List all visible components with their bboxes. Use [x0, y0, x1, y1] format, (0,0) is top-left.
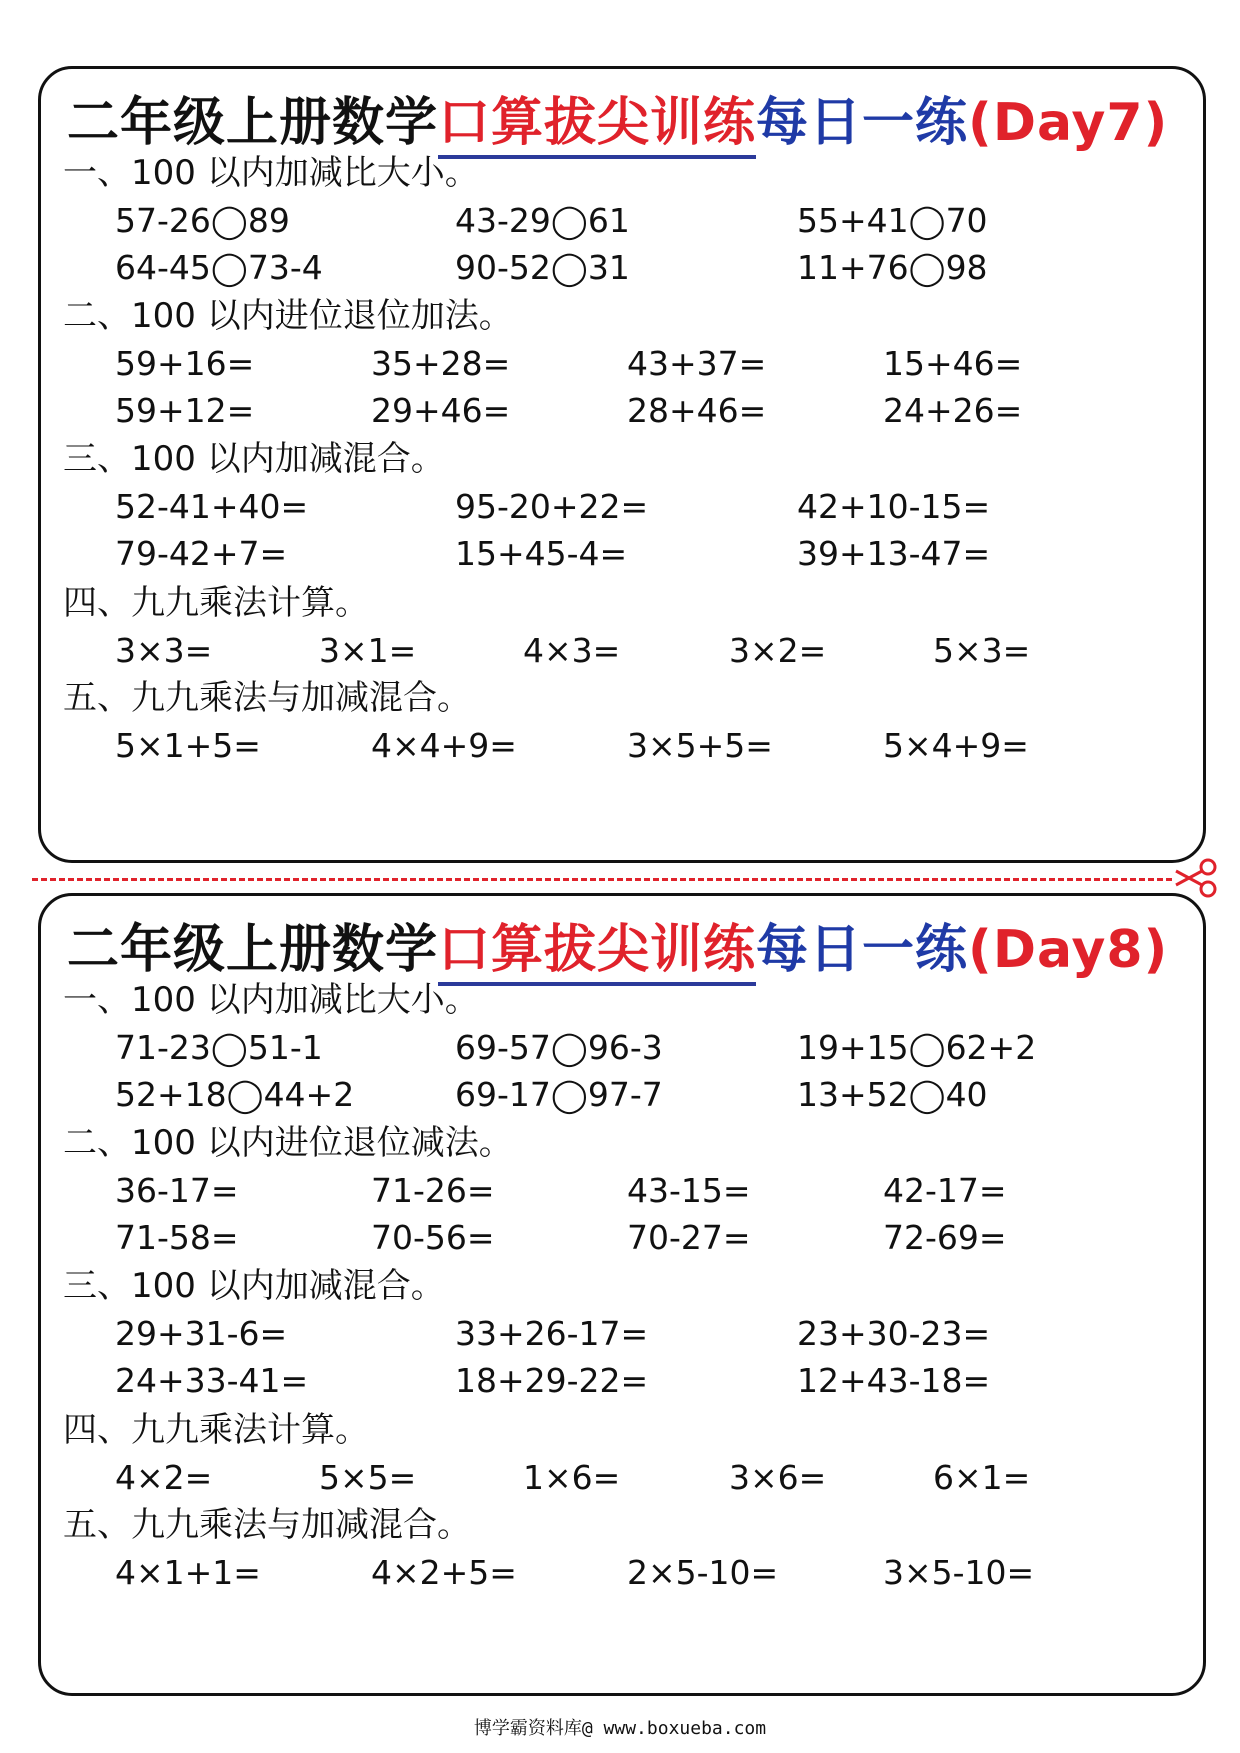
section-heading: 五、九九乘法与加减混合。 — [63, 1505, 471, 1545]
problem: 70-56= — [371, 1218, 495, 1257]
problem: 12+43-18= — [797, 1361, 991, 1400]
problem: 71-26= — [371, 1171, 495, 1210]
problem: 95-20+22= — [455, 487, 649, 526]
problem: 28+46= — [627, 391, 767, 430]
problem-row — [41, 1456, 1203, 1500]
problem: 15+46= — [883, 344, 1023, 383]
problem: 64-45◯73-4 — [115, 248, 323, 287]
problem-row — [41, 1359, 1203, 1403]
problem-row — [41, 724, 1203, 768]
cut-line — [32, 878, 1172, 881]
problem: 29+31-6= — [115, 1314, 288, 1353]
problem: 15+45-4= — [455, 534, 628, 573]
problem: 29+46= — [371, 391, 511, 430]
problem: 18+29-22= — [455, 1361, 649, 1400]
problem-row — [41, 1216, 1203, 1260]
problem: 52-41+40= — [115, 487, 309, 526]
problem-row — [41, 1551, 1203, 1595]
problem: 72-69= — [883, 1218, 1007, 1257]
problem: 52+18◯44+2 — [115, 1075, 355, 1114]
problem: 24+33-41= — [115, 1361, 309, 1400]
problem: 79-42+7= — [115, 534, 288, 573]
problem: 11+76◯98 — [797, 248, 988, 287]
problem: 5×1+5= — [115, 726, 261, 765]
problem: 90-52◯31 — [455, 248, 630, 287]
problem: 5×4+9= — [883, 726, 1029, 765]
problem: 71-58= — [115, 1218, 239, 1257]
problem: 43+37= — [627, 344, 767, 383]
problem: 24+26= — [883, 391, 1023, 430]
problem: 36-17= — [115, 1171, 239, 1210]
section-heading: 四、九九乘法计算。 — [63, 583, 369, 623]
scissors-icon — [1172, 858, 1220, 898]
problem-row — [41, 1073, 1203, 1117]
problem-row — [41, 1026, 1203, 1070]
problem: 55+41◯70 — [797, 201, 988, 240]
problem-row — [41, 485, 1203, 529]
problem-row — [41, 1169, 1203, 1213]
problem: 1×6= — [523, 1458, 621, 1497]
worksheet-card-day8 — [38, 893, 1206, 1696]
section-heading: 二、100 以内进位退位减法。 — [63, 1123, 513, 1163]
card-title: 二年级上册数学口算拔尖训练每日一练(Day8) — [67, 910, 1168, 990]
problem-row — [41, 199, 1203, 243]
problem-row — [41, 246, 1203, 290]
problem: 5×3= — [933, 631, 1031, 670]
problem: 71-23◯51-1 — [115, 1028, 323, 1067]
problem-row — [41, 389, 1203, 433]
problem: 3×1= — [319, 631, 417, 670]
problem: 39+13-47= — [797, 534, 991, 573]
problem: 35+28= — [371, 344, 511, 383]
problem: 6×1= — [933, 1458, 1031, 1497]
problem-row — [41, 629, 1203, 673]
problem-row — [41, 342, 1203, 386]
section-heading: 三、100 以内加减混合。 — [63, 1266, 445, 1306]
problem: 4×2= — [115, 1458, 213, 1497]
problem: 42+10-15= — [797, 487, 991, 526]
problem: 19+15◯62+2 — [797, 1028, 1037, 1067]
problem: 59+16= — [115, 344, 255, 383]
problem: 5×5= — [319, 1458, 417, 1497]
card-title: 二年级上册数学口算拔尖训练每日一练(Day7) — [67, 83, 1168, 163]
worksheet-card-day7 — [38, 66, 1206, 863]
problem: 13+52◯40 — [797, 1075, 988, 1114]
footer-watermark: 博学霸资料库@ www.boxueba.com — [473, 1718, 767, 1739]
section-heading: 三、100 以内加减混合。 — [63, 439, 445, 479]
problem-row — [41, 532, 1203, 576]
problem: 4×4+9= — [371, 726, 517, 765]
problem: 69-17◯97-7 — [455, 1075, 663, 1114]
problem: 3×5+5= — [627, 726, 773, 765]
problem: 4×1+1= — [115, 1553, 261, 1592]
problem: 59+12= — [115, 391, 255, 430]
problem: 3×2= — [729, 631, 827, 670]
problem: 2×5-10= — [627, 1553, 779, 1592]
problem-row — [41, 1312, 1203, 1356]
problem: 43-29◯61 — [455, 201, 630, 240]
problem: 4×3= — [523, 631, 621, 670]
problem: 70-27= — [627, 1218, 751, 1257]
problem: 43-15= — [627, 1171, 751, 1210]
section-heading: 五、九九乘法与加减混合。 — [63, 678, 471, 718]
problem: 23+30-23= — [797, 1314, 991, 1353]
section-heading: 二、100 以内进位退位加法。 — [63, 296, 513, 336]
problem: 3×3= — [115, 631, 213, 670]
section-heading: 四、九九乘法计算。 — [63, 1410, 369, 1450]
section-heading: 一、100 以内加减比大小。 — [63, 980, 479, 1020]
problem: 3×5-10= — [883, 1553, 1035, 1592]
problem: 57-26◯89 — [115, 201, 290, 240]
problem: 4×2+5= — [371, 1553, 517, 1592]
problem: 42-17= — [883, 1171, 1007, 1210]
problem: 33+26-17= — [455, 1314, 649, 1353]
problem: 3×6= — [729, 1458, 827, 1497]
section-heading: 一、100 以内加减比大小。 — [63, 153, 479, 193]
problem: 69-57◯96-3 — [455, 1028, 663, 1067]
